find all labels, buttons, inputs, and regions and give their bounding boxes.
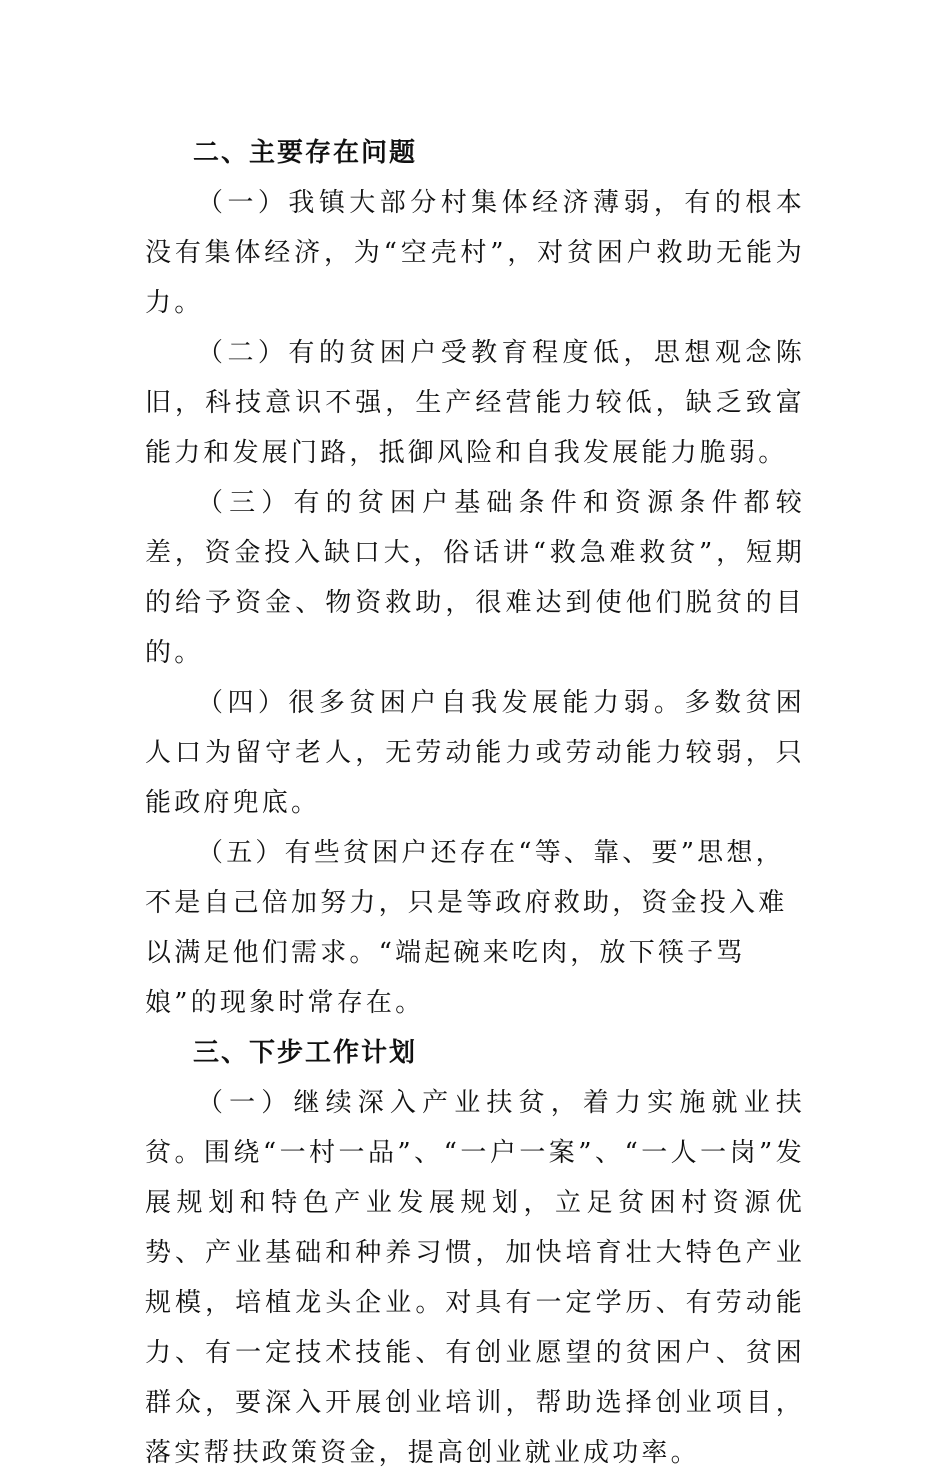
section-heading-problems: 二、主要存在问题 [193, 138, 418, 168]
document-page [145, 128, 805, 1478]
paragraph-problem-3: （三）有的贫困户基础条件和资源条件都较差，资金投入缺口大，俗话讲“救急难救贫”，短期的给予资金、物资救助，很难达到使他们脱贫的目的。 [145, 488, 805, 668]
paragraph-problem-5: （五）有些贫困户还存在“等、靠、要”思想，不是自己倍加努力，只是等政府救助，资金投入难以满足他们需求。“端起碗来吃肉，放下筷子骂娘”的现象时常存在。 [145, 838, 788, 1018]
paragraph-problem-2: （二）有的贫困户受教育程度低，思想观念陈旧，科技意识不强，生产经营能力较低，缺乏致富能力和发展门路，抵御风险和自我发展能力脆弱。 [145, 338, 805, 468]
paragraph-problem-1: （一）我镇大部分村集体经济薄弱，有的根本没有集体经济，为“空壳村”，对贫困户救助无能为力。 [145, 188, 805, 318]
paragraph-problem-4: （四）很多贫困户自我发展能力弱。多数贫困人口为留守老人，无劳动能力或劳动能力较弱，只能政府兜底。 [145, 688, 805, 818]
paragraph-plan-1: （一）继续深入产业扶贫，着力实施就业扶贫。围绕“一村一品”、“一户一案”、“一人一岗”发展规划和特色产业发展规划，立足贫困村资源优势、产业基础和种养习惯，加快培育壮大特色产业规模，培植龙头企业。对具有一定学历、有劳动能力、有一定技术技能、有创业愿望的贫困户、贫困群众，要深入开展创业培训，帮助选择创业项目，落实帮扶政策资金，提高创业就业成功率。 [145, 1088, 805, 1468]
section-heading-next-steps: 三、下步工作计划 [193, 1038, 418, 1068]
